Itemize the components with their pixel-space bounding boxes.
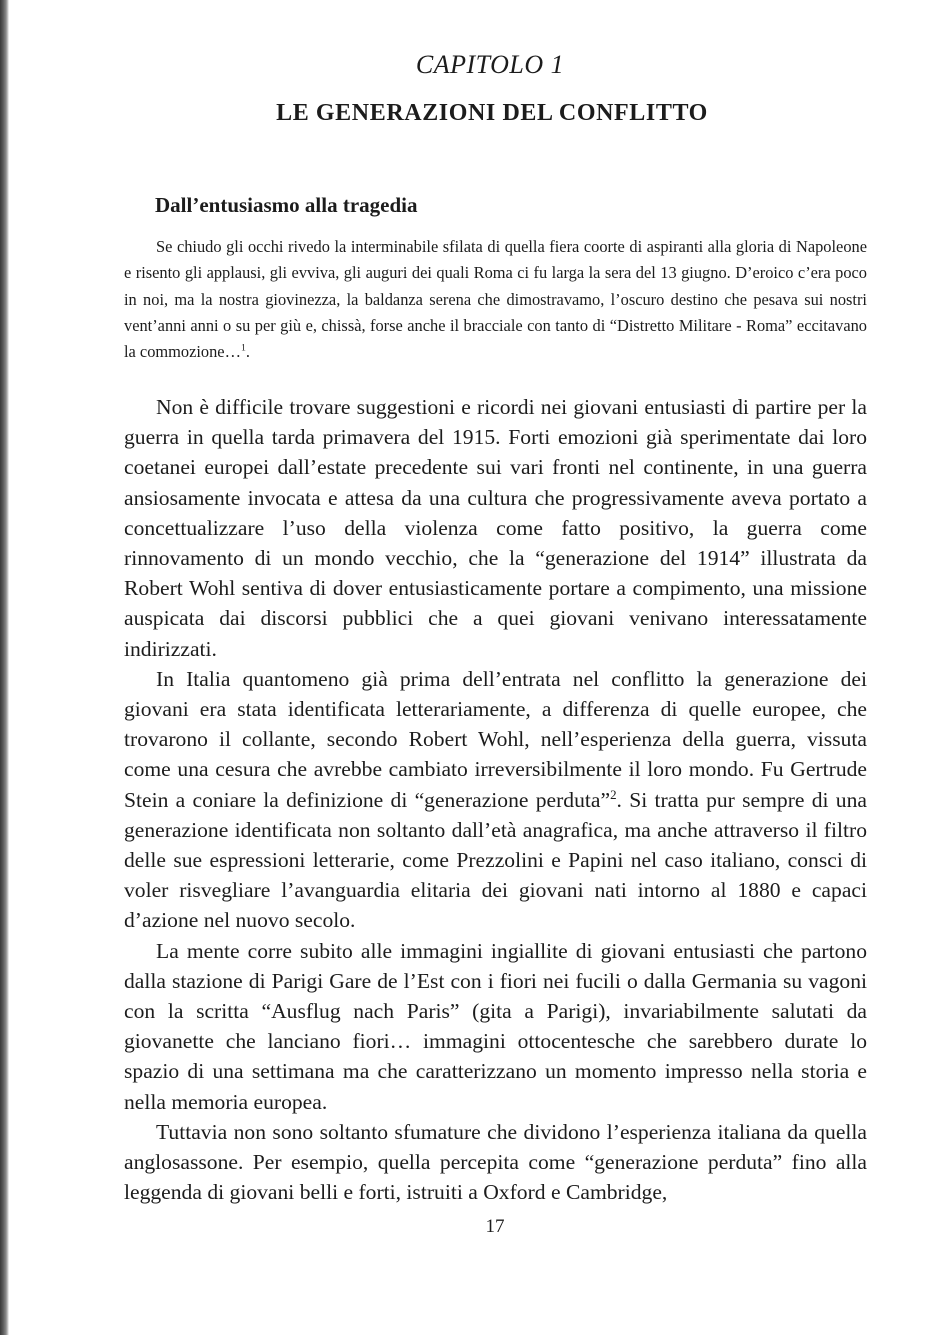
- epigraph-tail: .: [245, 342, 251, 362]
- paragraph-4: Tuttavia non sono soltanto sfumature che dividono l’esperienza italiana da quella anglosassone. Per esempio, quella percepita come “generazione perduta” fino alla leggenda di giovani belli e forti, istruiti a Oxford e Cambridge,: [124, 1119, 867, 1205]
- paragraph-2: [124, 664, 867, 936]
- paragraph-1: Non è difficile trovare suggestioni e ricordi nei giovani entusiasti di partire per la guerra in quella tarda primavera del 1915. Forti emozioni già sperimentate dai loro coetanei europei dall’estate precedente sui vari fronti nel continente, in una guerra ansiosamente invocata e attesa da una cultura che progressivamente aveva portato a concettualizzare l’uso della violenza come fatto positivo, la guerra come rinnovamento di un mondo vecchio, che la “generazione del 1914” illustrata da Robert Wohl sentiva di dover entusiasticamente portare a compimento, una missione auspicata dai discorsi pubblici che a quei giovani venivano interessatamente indirizzati.: [124, 395, 867, 661]
- epigraph-text: Se chiudo gli occhi rivedo la interminabile sfilata di quella fiera coorte di aspiranti alla gloria di Napoleone e risento gli applausi, gli evviva, gli auguri dei quali Roma ci fu larga la sera del 13 giugno. D’eroico c’era poco in noi, ma la nostra giovinezza, la baldanza serena che dimostravamo, l’oscuro destino che pesava sui nostri vent’anni anni o su per giù e, chissà, forse anche il bracciale con tanto di “Distretto Militare - Roma” eccitavano la commozione…: [124, 237, 867, 362]
- chapter-title: LE GENERAZIONI DEL CONFLITTO: [276, 100, 708, 126]
- page-number: 17: [485, 1216, 505, 1237]
- paragraph-3: La mente corre subito alle immagini ingiallite di giovani entusiasti che partono dalla stazione di Parigi Gare de l’Est con i fiori nei fucili o dalla Germania su vagoni con la scritta “Ausflug nach Paris” (gita a Parigi), invariabilmente salutati da giovanette che lanciano fiori… immagini ottocentesche che sarebbero durate lo spazio di una settimana ma che caratterizzano un momento impresso nella storia e nella memoria europea.: [124, 938, 867, 1114]
- paragraph-2-text-before: In Italia quantomeno già prima dell’entrata nel conflitto la generazione dei giovani era stata identificata letterariamente, a differenza di quelle europee, che trovarono il collante, secondo Robert Wohl, nell’esperienza della guerra, vissuta come una cesura che avrebbe cambiato irreversibilmente il loro mondo. Fu Gertrude Stein a coniare la definizione di “generazione perduta”: [124, 666, 867, 812]
- body-text: [124, 392, 867, 1207]
- page-binding-edge: [0, 0, 9, 1335]
- footnote-ref-2: 2: [610, 786, 617, 802]
- footnote-ref-1: 1: [240, 342, 246, 354]
- epigraph-quote: [124, 234, 867, 365]
- section-heading: Dall’entusiasmo alla tragedia: [155, 193, 418, 217]
- chapter-label: CAPITOLO 1: [415, 50, 565, 79]
- paragraph-2-text-after: . Si tratta pur sempre di una generazione identificata non soltanto dall’età anagrafica, ma anche attraverso il filtro delle sue espressioni letterarie, come Prezzolini e Papini nel caso italiano, consci di voler risvegliare l’avanguardia elitaria dei giovani nati intorno al 1880 e capaci d’azione nel nuovo secolo.: [124, 787, 867, 933]
